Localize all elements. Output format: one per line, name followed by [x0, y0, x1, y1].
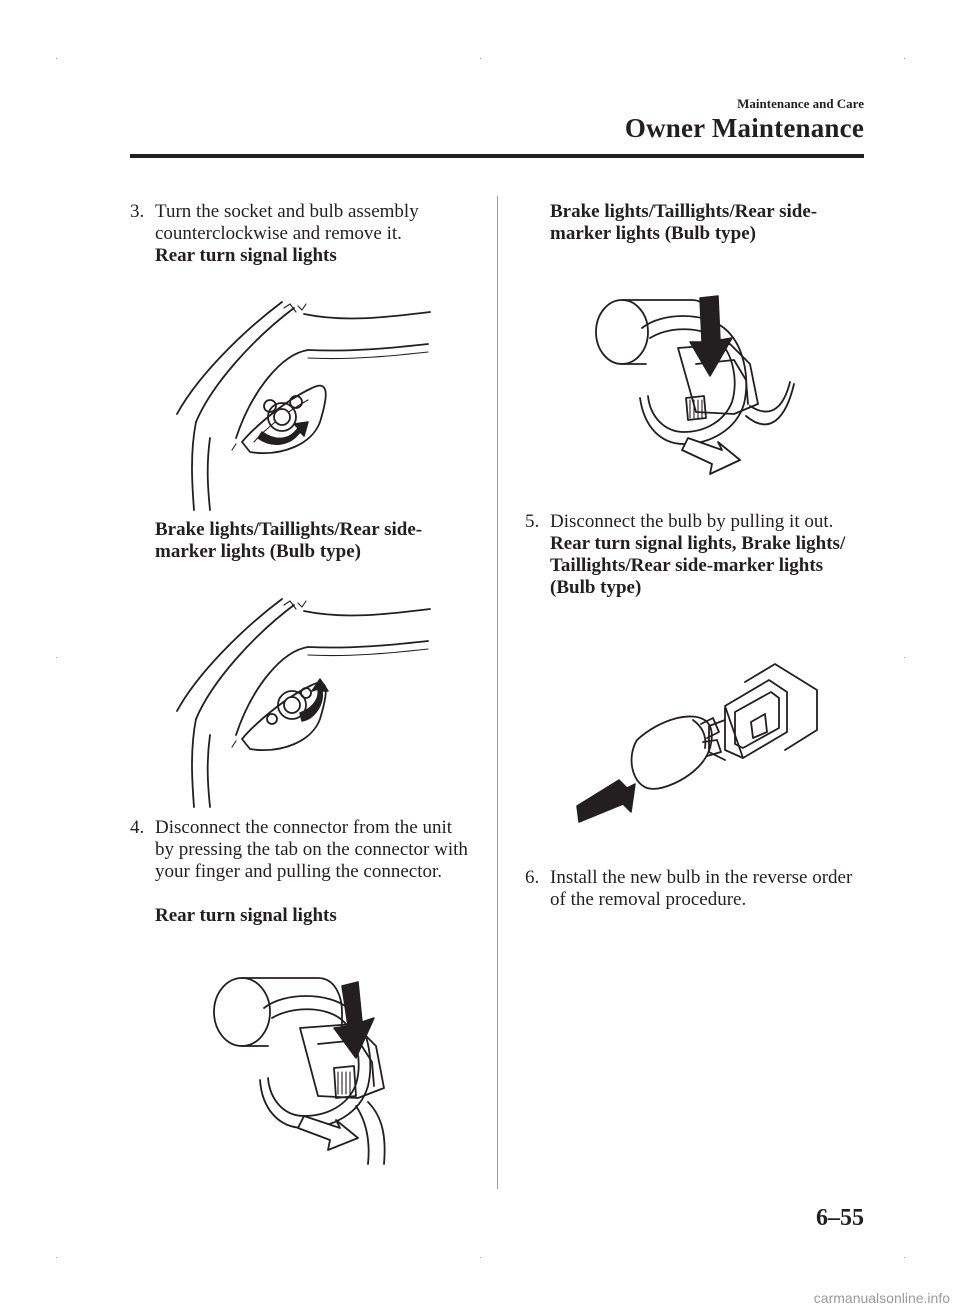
page-number: 6–55 [816, 1205, 864, 1231]
step-number: 5. [525, 511, 540, 532]
watermark: carmanualsonline.info [813, 1290, 950, 1306]
brake-light-connector-illustration [590, 288, 800, 484]
crop-mark [480, 1257, 481, 1258]
subheading-brake-lights: Brake lights/Taillights/Rear side- [155, 519, 423, 540]
crop-mark [904, 1257, 905, 1258]
subheading-bulb-removal: Rear turn signal lights, Brake lights/ [550, 533, 846, 554]
step-5 [525, 511, 870, 533]
crop-mark [56, 1257, 57, 1258]
subheading-brake-lights-cont: marker lights (Bulb type) [550, 223, 757, 244]
crop-mark [56, 657, 57, 658]
step-text: Disconnect the bulb by pulling it out. [550, 511, 834, 532]
bulb-removal-illustration [575, 660, 825, 830]
section-title: Maintenance and Care [737, 96, 864, 111]
step-text: Disconnect the connector from the unit by pressing the tab on the connector with your finger and pulling the connector. [155, 817, 468, 882]
connector-disconnect-illustration [208, 968, 408, 1168]
subheading-brake-lights-cont: marker lights (Bulb type) [155, 541, 362, 562]
step-number: 3. [130, 201, 145, 222]
step-number: 6. [525, 867, 540, 888]
column-divider [497, 196, 498, 1189]
rear-turn-signal-socket-illustration [172, 292, 434, 514]
subheading-bulb-removal-cont: (Bulb type) [550, 577, 642, 598]
subheading-bulb-removal-cont: Taillights/Rear side-marker lights [550, 555, 824, 576]
crop-mark [480, 58, 481, 59]
step-text: Install the new bulb in the reverse order of the removal procedure. [550, 867, 853, 910]
crop-mark [56, 58, 57, 59]
step-3 [130, 201, 475, 245]
crop-mark [904, 657, 905, 658]
crop-mark [904, 58, 905, 59]
brake-light-socket-illustration [172, 589, 434, 811]
step-text: Turn the socket and bulb assembly counterclockwise and remove it. [155, 201, 419, 244]
step-4 [130, 817, 475, 883]
step-6 [525, 867, 870, 911]
subheading-brake-lights: Brake lights/Taillights/Rear side- [550, 201, 818, 222]
chapter-title: Owner Maintenance [624, 113, 864, 143]
subheading-rear-turn-signal: Rear turn signal lights [155, 245, 337, 266]
header-rule [130, 154, 864, 158]
subheading-rear-turn-signal: Rear turn signal lights [155, 905, 337, 926]
step-number: 4. [130, 817, 145, 838]
